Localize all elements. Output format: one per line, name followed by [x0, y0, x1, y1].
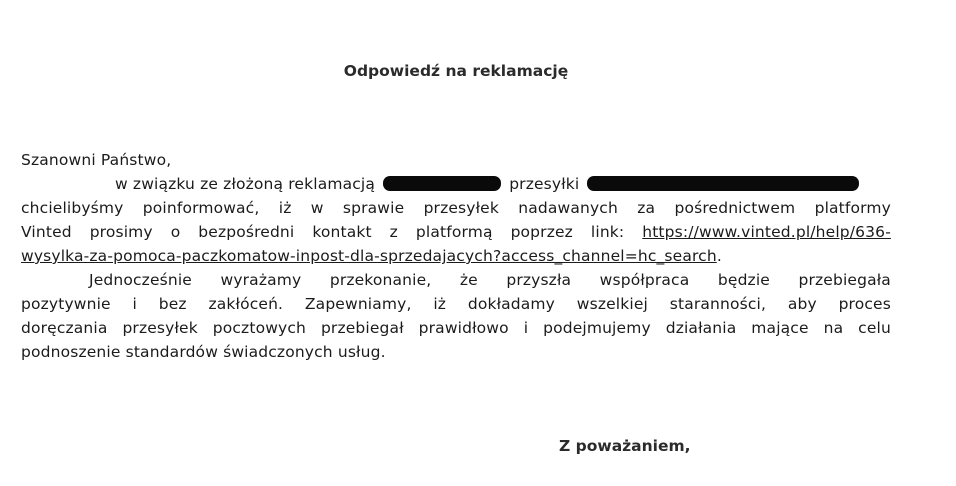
word: będzie	[717, 271, 770, 289]
word: dokładamy	[467, 295, 556, 313]
word: o	[170, 223, 181, 241]
redacted-complaint-number	[383, 176, 501, 191]
vinted-help-link-part-1[interactable]: https://www.vinted.pl/help/636-	[642, 223, 891, 241]
word: za	[637, 199, 656, 217]
word: doręczania	[21, 319, 108, 337]
word: platformy	[814, 199, 891, 217]
paragraph-2-line-4: podnoszenie standardów świadczonych usług.	[21, 343, 386, 361]
word: Vinted	[21, 223, 72, 241]
greeting: Szanowni Państwo,	[21, 151, 172, 169]
word: bez	[158, 295, 187, 313]
link-period: .	[716, 247, 722, 265]
word: że	[459, 271, 478, 289]
word: z	[389, 223, 398, 241]
word: Zapewniamy,	[304, 295, 412, 313]
paragraph-2-line-1	[21, 268, 891, 292]
closing-salutation: Z poważaniem,	[559, 437, 691, 455]
word: wszelkiej	[576, 295, 648, 313]
word: przebiegał	[320, 319, 404, 337]
word: przekonanie,	[329, 271, 432, 289]
word: iż	[433, 295, 447, 313]
word: przyszła	[506, 271, 572, 289]
word: działania	[665, 319, 737, 337]
word: zakłóceń.	[208, 295, 284, 313]
word: w	[310, 199, 324, 217]
vinted-help-link-part-2[interactable]: wysylka-za-pomoca-paczkomatow-inpost-dla-sprzedajacych?access_channel=hc_search	[21, 247, 717, 265]
word: prosimy	[89, 223, 153, 241]
paragraph-1-line-1	[21, 172, 891, 196]
paragraph-1-line-2	[21, 196, 891, 220]
word: poinformować,	[142, 199, 260, 217]
paragraph-2-line-2	[21, 292, 891, 316]
word: przesyłek	[122, 319, 198, 337]
word: staranności,	[669, 295, 767, 313]
word: mające	[751, 319, 809, 337]
word: i	[523, 319, 529, 337]
word: przebiegała	[798, 271, 891, 289]
word: pośrednictwem	[674, 199, 796, 217]
word: aby	[787, 295, 817, 313]
word: kontakt	[312, 223, 372, 241]
word: link:	[590, 223, 625, 241]
word: poprzez	[510, 223, 573, 241]
redacted-parcel-number	[587, 176, 859, 191]
word: na	[823, 319, 844, 337]
word: celu	[858, 319, 891, 337]
word: przesyłek	[423, 199, 499, 217]
word: iż	[278, 199, 292, 217]
paragraph-2-line-3	[21, 316, 891, 340]
paragraph-1-text-a: w związku ze złożoną reklamacją	[115, 175, 376, 193]
word: podejmujemy	[543, 319, 651, 337]
word: Jednocześnie	[89, 271, 192, 289]
word: nadawanych	[518, 199, 618, 217]
letter-title: Odpowiedź na reklamację	[343, 62, 569, 80]
word: współpraca	[599, 271, 690, 289]
word: bezpośredni	[198, 223, 295, 241]
paragraph-1-line-3	[21, 220, 891, 244]
word: i	[132, 295, 137, 313]
word: pozytywnie	[21, 295, 111, 313]
paragraph-1-line-4	[21, 244, 891, 268]
paragraph-1-text-b: przesyłki	[509, 175, 580, 193]
word: platformą	[415, 223, 493, 241]
word: sprawie	[342, 199, 405, 217]
word: wyrażamy	[220, 271, 302, 289]
word: chcielibyśmy	[21, 199, 124, 217]
word: proces	[838, 295, 891, 313]
word: pocztowych	[212, 319, 307, 337]
word: prawidłowo	[418, 319, 509, 337]
letter-body	[21, 148, 891, 364]
